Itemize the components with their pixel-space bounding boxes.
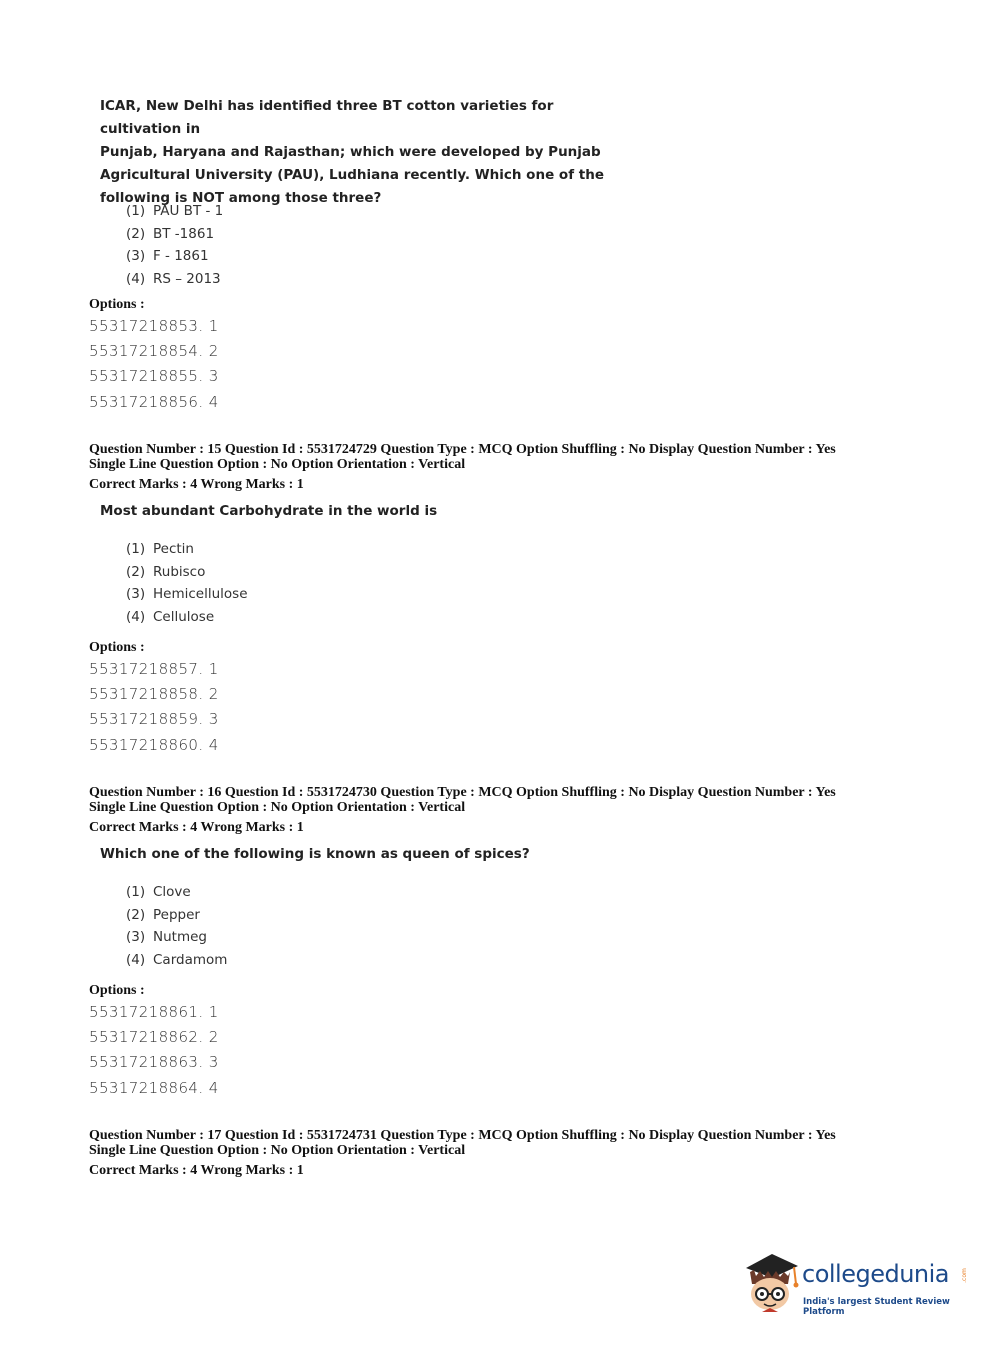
- meta-line: Single Line Question Option : No Option Orientation : Vertical: [89, 457, 466, 472]
- choice-number: (1): [126, 203, 146, 219]
- meta-line: Question Number : 15 Question Id : 5531724729 Question Type : MCQ Option Shuffling : No Display Question Number : Yes: [89, 442, 836, 457]
- option-id: 55317218860. 4: [89, 735, 219, 754]
- choice-text: PAU BT - 1: [153, 203, 224, 219]
- question-16-meta: [89, 785, 889, 835]
- choice-text: RS – 2013: [153, 270, 221, 287]
- marks-line: Correct Marks : 4 Wrong Marks : 1: [89, 1163, 304, 1178]
- choice-text: Nutmeg: [153, 929, 207, 946]
- choice-number: (2): [126, 225, 146, 242]
- meta-line: Single Line Question Option : No Option Orientation : Vertical: [89, 1143, 466, 1158]
- choice-item: [126, 223, 223, 246]
- choice-text: Clove: [153, 884, 191, 900]
- question-line: ICAR, New Delhi has identified three BT cotton varieties for cultivation in: [100, 98, 554, 137]
- choice-item: [126, 949, 227, 972]
- marks-line: Correct Marks : 4 Wrong Marks : 1: [89, 477, 304, 492]
- question-15-meta: [89, 442, 889, 492]
- meta-line: Single Line Question Option : No Option Orientation : Vertical: [89, 800, 466, 815]
- option-id: 55317218863. 3: [89, 1053, 219, 1072]
- question-16-text: Which one of the following is known as queen of spices?: [100, 846, 530, 862]
- marks-line: Correct Marks : 4 Wrong Marks : 1: [89, 820, 304, 835]
- choice-text: Pepper: [153, 906, 200, 923]
- options-label: Options :: [89, 640, 145, 655]
- question-14-choices: [126, 200, 223, 290]
- choice-number: (2): [126, 906, 146, 923]
- choice-item: [126, 538, 248, 561]
- choice-item: [126, 606, 248, 629]
- choice-text: Pectin: [153, 541, 194, 557]
- choice-number: (2): [126, 563, 146, 580]
- choice-text: Rubisco: [153, 563, 206, 580]
- choice-item: [126, 583, 248, 606]
- option-id: 55317218864. 4: [89, 1078, 219, 1097]
- question-16-options: [89, 1000, 219, 1101]
- choice-text: Hemicellulose: [153, 586, 248, 603]
- question-15-text: Most abundant Carbohydrate in the world is: [100, 503, 438, 519]
- choice-number: (4): [126, 951, 146, 968]
- option-id: 55317218857. 1: [89, 660, 219, 678]
- logo-suffix: .com: [960, 1268, 968, 1283]
- question-16-choices: [126, 881, 227, 971]
- choice-text: BT -1861: [153, 225, 215, 242]
- choice-item: [126, 881, 227, 904]
- choice-item: [126, 926, 227, 949]
- option-id: 55317218856. 4: [89, 392, 219, 411]
- collegedunia-logo: [742, 1250, 972, 1316]
- choice-number: (3): [126, 248, 146, 265]
- meta-line: Question Number : 17 Question Id : 5531724731 Question Type : MCQ Option Shuffling : No Display Question Number : Yes: [89, 1128, 836, 1143]
- option-id: 55317218858. 2: [89, 685, 219, 704]
- question-15-choices: [126, 538, 248, 628]
- choice-text: Cellulose: [153, 608, 215, 625]
- options-label: Options :: [89, 983, 145, 998]
- choice-item: [126, 268, 223, 291]
- choice-text: F - 1861: [153, 248, 209, 265]
- choice-number: (1): [126, 541, 146, 557]
- option-id: 55317218859. 3: [89, 710, 219, 729]
- choice-item: [126, 904, 227, 927]
- question-line: Agricultural University (PAU), Ludhiana recently. Which one of the: [100, 167, 604, 183]
- choice-number: (3): [126, 586, 146, 603]
- choice-item: [126, 561, 248, 584]
- choice-item: [126, 245, 223, 268]
- choice-number: (4): [126, 270, 146, 287]
- option-id: 55317218861. 1: [89, 1003, 219, 1021]
- option-id: 55317218854. 2: [89, 342, 219, 361]
- choice-number: (1): [126, 884, 146, 900]
- choice-number: (4): [126, 608, 146, 625]
- logo-tagline: India's largest Student Review Platform: [803, 1297, 950, 1317]
- question-line: Punjab, Haryana and Rajasthan; which were developed by Punjab: [100, 144, 601, 160]
- option-id: 55317218862. 2: [89, 1028, 219, 1047]
- option-id: 55317218855. 3: [89, 367, 219, 386]
- options-label: Options :: [89, 297, 145, 312]
- choice-number: (3): [126, 929, 146, 946]
- choice-item: [126, 200, 223, 223]
- question-14-options: [89, 314, 219, 415]
- question-14-text: [100, 95, 620, 210]
- choice-text: Cardamom: [153, 951, 228, 968]
- question-15-options: [89, 657, 219, 758]
- meta-line: Question Number : 16 Question Id : 5531724730 Question Type : MCQ Option Shuffling : No Display Question Number : Yes: [89, 785, 836, 800]
- mascot-icon: [742, 1250, 802, 1314]
- logo-name: collegedunia: [802, 1260, 950, 1288]
- question-17-meta: [89, 1128, 889, 1178]
- question-line: following is NOT among those three?: [100, 190, 382, 206]
- option-id: 55317218853. 1: [89, 317, 219, 335]
